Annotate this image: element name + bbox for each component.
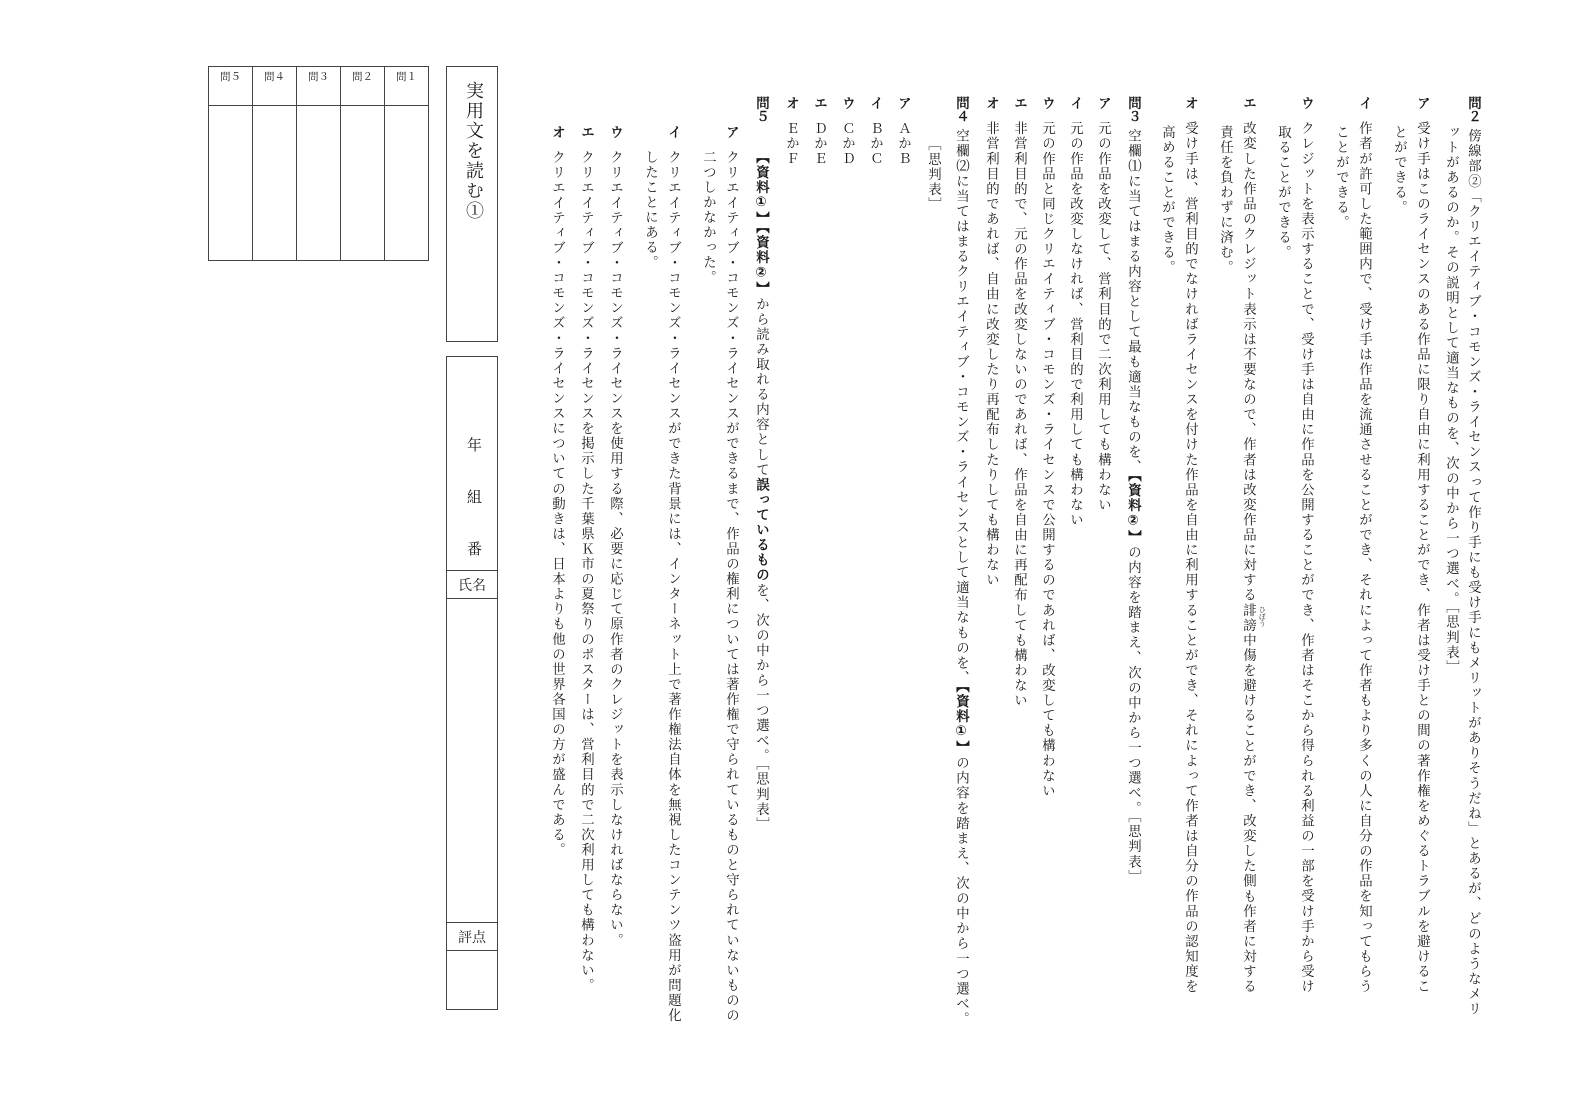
q4-option-e-key: エ: [811, 96, 827, 110]
q2-option-e-text1b: 中傷を避けることができ、改変した側も作者に対する: [1240, 633, 1256, 995]
q3-stem-text-a: 空欄⑴に当てはまる内容として最も適当なものを、: [1125, 128, 1141, 475]
q4-option-o-text: ＥかＦ: [783, 121, 799, 167]
q5-option-e-text: クリエイティブ・コモンズ・ライセンスを掲示した千葉県Ｋ市の夏祭りのポスターは、営利目的で二次利用しても構わない。: [578, 150, 594, 994]
q2-option-i-text1: 作者が許可した範囲内で、受け手は作品を流通させることができ、それによって作者もより多くの人に自分の作品を知ってもらう: [1356, 121, 1372, 995]
q4-label: 問４: [953, 96, 969, 123]
q3-option-e: [1012, 96, 1025, 708]
sheet-title: 実用文を読む①: [463, 81, 484, 221]
q4-option-o-key: オ: [783, 96, 799, 110]
q2-option-u-col1: [1299, 96, 1312, 994]
q5-option-u-text: クリエイティブ・コモンズ・ライセンスを使用する際、必要に応じて原作者のクレジットを表示しなければならない。: [607, 150, 623, 949]
score-row-divider: [447, 922, 497, 923]
q4-option-o: [784, 96, 797, 167]
q2-option-e-ruby-base: 誹謗: [1240, 603, 1256, 634]
answer-cell-q5[interactable]: [209, 106, 253, 261]
q3-option-u: [1040, 96, 1053, 799]
q3-stem-col: [1126, 96, 1139, 885]
q5-option-a-key: ア: [723, 125, 739, 139]
q3-option-o-text: 非営利目的であれば、自由に改変したり再配布したりしても構わない: [983, 121, 999, 588]
title-box: [446, 66, 498, 342]
answer-header-q2: 問２: [341, 67, 385, 106]
q5-option-i-col1: [666, 125, 679, 1023]
q4-stem-text-a: 空欄⑵に当てはまるクリエイティブ・コモンズ・ライセンスとして適当なものを、: [953, 128, 969, 686]
q5-stem-col: [754, 150, 767, 832]
q5-option-u: [608, 125, 621, 948]
q5-option-u-key: ウ: [607, 125, 623, 139]
answer-header-q3: 問３: [297, 67, 341, 106]
q5-option-a-text1: クリエイティブ・コモンズ・ライセンスができるまで、作品の権利については著作権で守られているものと守られていないものの: [723, 150, 739, 1024]
answer-cell-q3[interactable]: [297, 106, 341, 261]
number-label: 番: [465, 541, 483, 556]
q3-option-e-text: 非営利目的で、元の作品を改変しないのであれば、作品を自由に再配布しても構わない: [1011, 121, 1027, 709]
q4-option-a-text: ＡかＢ: [895, 121, 911, 167]
q4-option-u-key: ウ: [839, 96, 855, 110]
q3-label: 問３: [1125, 96, 1141, 123]
name-row-divider: [447, 570, 497, 571]
answer-header-q1: 問１: [385, 67, 429, 106]
name-label: 氏名: [458, 578, 486, 594]
q3-stem-ref: 【資料②】: [1125, 474, 1141, 546]
answer-table-header-row: [209, 67, 429, 106]
grade-label: 年: [465, 437, 483, 452]
q5-option-i-key: イ: [665, 125, 681, 139]
q2-option-a-text2: とができる。: [1391, 125, 1407, 216]
answer-cell-q1[interactable]: [385, 106, 429, 261]
q4-stem-col1: [954, 96, 967, 1027]
q2-option-a-text1: 受け手はこのライセンスのある作品に限り自由に利用することができ、作者は受け手との間の著作権をめぐるトラブルを避けるこ: [1414, 121, 1430, 995]
q5-label: 問５: [753, 96, 769, 123]
q2-option-o-col1: [1183, 96, 1196, 994]
q2-option-i-col2: [1334, 125, 1347, 230]
q4-option-u-text: ＣかＤ: [839, 121, 855, 167]
q2-option-o-col2: [1160, 125, 1173, 276]
q4-option-i-key: イ: [867, 96, 883, 110]
q2-option-u-text2: 取ることができる。: [1275, 125, 1291, 261]
score-label: 評点: [458, 930, 486, 946]
q4-stem-text2: ［思判表］: [925, 137, 941, 213]
q2-option-i-key: イ: [1356, 96, 1372, 110]
q4-option-i-text: ＢかＣ: [867, 121, 883, 167]
q2-option-a-col1: [1415, 96, 1428, 994]
q2-option-o-key: オ: [1182, 96, 1198, 110]
q3-option-u-text: 元の作品と同じクリエイティブ・コモンズ・ライセンスで公開するのであれば、改変しても構わない: [1039, 121, 1055, 799]
answer-table: [208, 66, 429, 261]
q4-option-e: [812, 96, 825, 167]
q2-option-e-text1a: 改変した作品のクレジット表示は不要なので、作者は改変作品に対する: [1240, 121, 1256, 604]
q5-option-a-col1: [724, 125, 737, 1023]
q4-stem-text-b: の内容を踏まえ、次の中から一つ選べ。: [953, 755, 969, 1027]
q2-option-e-text2: 責任を負わずに済む。: [1217, 125, 1233, 276]
q5-stem-text-a: から読み取れる内容として: [753, 297, 769, 478]
q2-option-e-ruby-base-wrap: [1240, 603, 1267, 634]
q2-label: 問２: [1465, 96, 1481, 123]
q5-option-o: [550, 125, 563, 858]
q3-option-u-key: ウ: [1039, 96, 1055, 110]
q5-stem-ref: 【資料①】【資料②】: [753, 150, 769, 297]
q3-option-o-key: オ: [983, 96, 999, 110]
q2-option-i-text2: ことができる。: [1333, 125, 1349, 231]
answer-header-q4: 問４: [253, 67, 297, 106]
q3-option-i-key: イ: [1067, 96, 1083, 110]
q3-option-a-text: 元の作品を改変して、営利目的で二次利用しても構わない: [1095, 121, 1111, 513]
q3-option-e-key: エ: [1011, 96, 1027, 110]
q3-stem-text-b: の内容を踏まえ、次の中から一つ選べ。［思判表］: [1125, 545, 1141, 885]
q3-option-a: [1096, 96, 1109, 513]
name-field[interactable]: [447, 599, 497, 922]
q4-option-a-key: ア: [895, 96, 911, 110]
q4-option-u: [840, 96, 853, 167]
q4-stem-col2: [926, 137, 939, 212]
answer-cell-q4[interactable]: [253, 106, 297, 261]
q3-option-a-key: ア: [1095, 96, 1111, 110]
q5-option-i-text2: したことにある。: [642, 150, 658, 271]
q3-option-i-text: 元の作品を改変しなければ、営利目的で利用しても構わない: [1067, 121, 1083, 528]
q5-option-o-key: オ: [549, 125, 565, 139]
q2-stem-col1: [1466, 96, 1479, 1017]
q3-option-i: [1068, 96, 1081, 528]
answer-header-q5: 問５: [209, 67, 253, 106]
q2-option-a-col2: [1392, 125, 1405, 215]
q2-stem-text2: ットがあるのか。その説明として適当なものを、次の中から一つ選べ。［思判表］: [1443, 125, 1459, 676]
q2-option-e-key: エ: [1240, 96, 1256, 110]
q2-option-e-col1: [1240, 96, 1267, 995]
class-label: 組: [465, 489, 483, 504]
q4-stem-ref: 【資料①】: [953, 685, 969, 756]
student-info-box: [446, 356, 498, 1010]
q5-option-i-col2: [643, 150, 656, 270]
score-field[interactable]: [447, 951, 497, 1009]
q4-option-e-text: ＤかＥ: [811, 121, 827, 167]
answer-table-body-row: [209, 106, 429, 261]
q5-option-o-text: クリエイティブ・コモンズ・ライセンスについての動きは、日本よりも他の世界各国の方が盛んである。: [549, 150, 565, 858]
q2-option-i-col1: [1357, 96, 1370, 994]
q2-option-u-key: ウ: [1298, 96, 1314, 110]
q5-option-e-key: エ: [578, 125, 594, 139]
q4-option-i: [868, 96, 881, 167]
q2-stem-text1: 傍線部②「クリエイティブ・コモンズ・ライセンスって作り手にも受け手にもメリットがありそうだね」とあるが、どのようなメリ: [1465, 128, 1481, 1017]
q2-option-u-col2: [1276, 125, 1289, 260]
q4-option-a: [896, 96, 909, 167]
q2-stem-col2: [1444, 125, 1457, 675]
q5-stem-text-b: を、次の中から一つ選べ。［思判表］: [753, 582, 769, 833]
q2-option-e-ruby-text: ひぼう: [1258, 606, 1267, 628]
q2-option-u-text1: クレジットを表示することで、受け手は自由に作品を公開することができ、作者はそこから得られる利益の一部を受け手から受け: [1298, 121, 1314, 995]
q2-option-e-col2: [1218, 125, 1231, 276]
q2-option-a-key: ア: [1414, 96, 1430, 110]
q5-option-a-col2: [701, 150, 714, 285]
q2-option-o-text1: 受け手は、営利目的でなければライセンスを付けた作品を自由に利用することができ、それによって作者は自分の作品の認知度を: [1182, 121, 1198, 995]
q5-label-col: [754, 96, 767, 123]
q5-stem-emphasis: 誤っているもの: [753, 477, 769, 583]
q2-option-o-text2: 高めることができる。: [1159, 125, 1175, 276]
answer-cell-q2[interactable]: [341, 106, 385, 261]
q5-option-i-text1: クリエイティブ・コモンズ・ライセンスができた背景には、インターネット上で著作権法自体を無視したコンテンツ盗用が問題化: [665, 150, 681, 1024]
q5-option-e: [579, 125, 592, 993]
q3-option-o: [984, 96, 997, 588]
q5-option-a-text2: 二つしかなかった。: [700, 150, 716, 286]
